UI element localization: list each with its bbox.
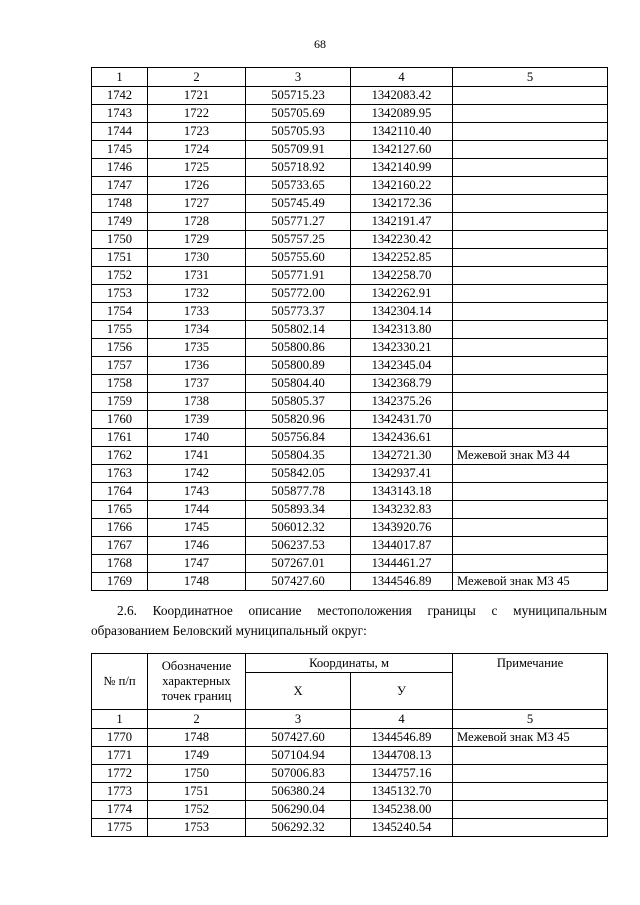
point-number-cell: 1768	[92, 555, 148, 573]
table-row	[92, 249, 608, 267]
note-cell	[453, 231, 608, 249]
x-coordinate-cell: 507427.60	[246, 573, 351, 591]
table-row	[92, 483, 608, 501]
note-cell	[453, 783, 608, 801]
note-cell	[453, 555, 608, 573]
point-designation-cell: 1730	[148, 249, 246, 267]
table-row	[92, 729, 608, 747]
table-row	[92, 447, 608, 465]
note-cell	[453, 819, 608, 837]
y-coordinate-cell: 1343232.83	[351, 501, 453, 519]
y-coordinate-cell: 1342313.80	[351, 321, 453, 339]
x-coordinate-cell: 506012.32	[246, 519, 351, 537]
table-row	[92, 159, 608, 177]
table-row	[92, 303, 608, 321]
y-coordinate-cell: 1342172.36	[351, 195, 453, 213]
y-coordinate-cell: 1342252.85	[351, 249, 453, 267]
y-coordinate-cell: 1345132.70	[351, 783, 453, 801]
y-coordinate-cell: 1342368.79	[351, 375, 453, 393]
y-coordinate-cell: 1342304.14	[351, 303, 453, 321]
table-row	[92, 141, 608, 159]
header-designation: Обозначение характерных точек границ	[148, 654, 246, 710]
table-row	[92, 123, 608, 141]
y-coordinate-cell: 1345240.54	[351, 819, 453, 837]
point-number-cell: 1753	[92, 285, 148, 303]
x-coordinate-cell: 505805.37	[246, 393, 351, 411]
point-number-cell: 1751	[92, 249, 148, 267]
column-number: 1	[92, 710, 148, 729]
x-coordinate-cell: 506237.53	[246, 537, 351, 555]
x-coordinate-cell: 505709.91	[246, 141, 351, 159]
note-cell	[453, 501, 608, 519]
point-designation-cell: 1742	[148, 465, 246, 483]
column-numbers-row	[92, 68, 608, 87]
x-coordinate-cell: 505745.49	[246, 195, 351, 213]
column-number: 2	[148, 710, 246, 729]
x-coordinate-cell: 505820.96	[246, 411, 351, 429]
point-number-cell: 1746	[92, 159, 148, 177]
point-number-cell: 1772	[92, 765, 148, 783]
column-number: 4	[351, 68, 453, 87]
y-coordinate-cell: 1342262.91	[351, 285, 453, 303]
table-row	[92, 465, 608, 483]
y-coordinate-cell: 1344546.89	[351, 573, 453, 591]
table-row	[92, 339, 608, 357]
table-row	[92, 87, 608, 105]
note-cell	[453, 123, 608, 141]
point-designation-cell: 1746	[148, 537, 246, 555]
column-number: 5	[453, 710, 608, 729]
coordinates-table-belovsky	[91, 653, 608, 837]
y-coordinate-cell: 1342375.26	[351, 393, 453, 411]
point-designation-cell: 1721	[148, 87, 246, 105]
y-coordinate-cell: 1344546.89	[351, 729, 453, 747]
x-coordinate-cell: 505755.60	[246, 249, 351, 267]
note-cell	[453, 321, 608, 339]
section-heading	[91, 601, 607, 641]
x-coordinate-cell: 505715.23	[246, 87, 351, 105]
y-coordinate-cell: 1343143.18	[351, 483, 453, 501]
header-num: № п/п	[92, 654, 148, 710]
note-cell	[453, 429, 608, 447]
note-cell	[453, 87, 608, 105]
note-cell: Межевой знак МЗ 45	[453, 729, 608, 747]
point-designation-cell: 1749	[148, 747, 246, 765]
table-row	[92, 375, 608, 393]
table-row	[92, 177, 608, 195]
table-row	[92, 231, 608, 249]
y-coordinate-cell: 1345238.00	[351, 801, 453, 819]
y-coordinate-cell: 1344461.27	[351, 555, 453, 573]
table-row	[92, 411, 608, 429]
table-row	[92, 783, 608, 801]
page-number: 68	[314, 37, 326, 51]
point-number-cell: 1773	[92, 783, 148, 801]
point-number-cell: 1759	[92, 393, 148, 411]
point-number-cell: 1764	[92, 483, 148, 501]
point-designation-cell: 1729	[148, 231, 246, 249]
point-designation-cell: 1724	[148, 141, 246, 159]
point-designation-cell: 1736	[148, 357, 246, 375]
point-designation-cell: 1740	[148, 429, 246, 447]
table-row	[92, 105, 608, 123]
note-cell	[453, 393, 608, 411]
column-number: 1	[92, 68, 148, 87]
note-cell	[453, 213, 608, 231]
note-cell	[453, 195, 608, 213]
note-cell: Межевой знак МЗ 45	[453, 573, 608, 591]
point-designation-cell: 1745	[148, 519, 246, 537]
point-designation-cell: 1726	[148, 177, 246, 195]
point-number-cell: 1748	[92, 195, 148, 213]
x-coordinate-cell: 506380.24	[246, 783, 351, 801]
note-cell	[453, 177, 608, 195]
y-coordinate-cell: 1342721.30	[351, 447, 453, 465]
table-row	[92, 501, 608, 519]
point-number-cell: 1774	[92, 801, 148, 819]
note-cell	[453, 411, 608, 429]
x-coordinate-cell: 505804.35	[246, 447, 351, 465]
x-coordinate-cell: 505773.37	[246, 303, 351, 321]
point-designation-cell: 1741	[148, 447, 246, 465]
point-designation-cell: 1733	[148, 303, 246, 321]
note-cell	[453, 375, 608, 393]
note-cell	[453, 537, 608, 555]
point-number-cell: 1754	[92, 303, 148, 321]
table-row	[92, 819, 608, 837]
point-number-cell: 1756	[92, 339, 148, 357]
point-number-cell: 1755	[92, 321, 148, 339]
point-designation-cell: 1743	[148, 483, 246, 501]
point-number-cell: 1742	[92, 87, 148, 105]
point-designation-cell: 1748	[148, 573, 246, 591]
point-designation-cell: 1725	[148, 159, 246, 177]
point-designation-cell: 1752	[148, 801, 246, 819]
point-number-cell: 1769	[92, 573, 148, 591]
note-cell	[453, 483, 608, 501]
x-coordinate-cell: 505877.78	[246, 483, 351, 501]
y-coordinate-cell: 1342127.60	[351, 141, 453, 159]
x-coordinate-cell: 507104.94	[246, 747, 351, 765]
x-coordinate-cell: 505718.92	[246, 159, 351, 177]
x-coordinate-cell: 505733.65	[246, 177, 351, 195]
y-coordinate-cell: 1344757.16	[351, 765, 453, 783]
coordinates-table-continued	[91, 67, 608, 591]
header-note: Примечание	[453, 654, 608, 710]
x-coordinate-cell: 505705.69	[246, 105, 351, 123]
y-coordinate-cell: 1344708.13	[351, 747, 453, 765]
point-number-cell: 1762	[92, 447, 148, 465]
point-designation-cell: 1739	[148, 411, 246, 429]
y-coordinate-cell: 1342330.21	[351, 339, 453, 357]
y-coordinate-cell: 1342436.61	[351, 429, 453, 447]
note-cell	[453, 765, 608, 783]
y-coordinate-cell: 1342083.42	[351, 87, 453, 105]
y-coordinate-cell: 1342191.47	[351, 213, 453, 231]
table-row	[92, 213, 608, 231]
x-coordinate-cell: 505804.40	[246, 375, 351, 393]
section-heading-line-1: 2.6. Координатное описание местоположения границы с муниципальным	[117, 603, 607, 618]
column-numbers-row	[92, 710, 608, 729]
column-number: 5	[453, 68, 608, 87]
table-body	[92, 729, 608, 837]
table-row	[92, 765, 608, 783]
point-number-cell: 1750	[92, 231, 148, 249]
note-cell	[453, 249, 608, 267]
header-row	[92, 654, 608, 673]
y-coordinate-cell: 1342160.22	[351, 177, 453, 195]
point-number-cell: 1758	[92, 375, 148, 393]
point-number-cell: 1747	[92, 177, 148, 195]
column-number: 4	[351, 710, 453, 729]
table-row	[92, 573, 608, 591]
table-row	[92, 747, 608, 765]
table-row	[92, 321, 608, 339]
point-designation-cell: 1751	[148, 783, 246, 801]
y-coordinate-cell: 1342431.70	[351, 411, 453, 429]
y-coordinate-cell: 1342258.70	[351, 267, 453, 285]
point-number-cell: 1767	[92, 537, 148, 555]
note-cell	[453, 747, 608, 765]
point-designation-cell: 1731	[148, 267, 246, 285]
column-number: 3	[246, 68, 351, 87]
section-heading-line-2: образованием Беловский муниципальный округ:	[91, 623, 367, 638]
y-coordinate-cell: 1342937.41	[351, 465, 453, 483]
note-cell	[453, 141, 608, 159]
x-coordinate-cell: 505705.93	[246, 123, 351, 141]
y-coordinate-cell: 1342140.99	[351, 159, 453, 177]
point-number-cell: 1743	[92, 105, 148, 123]
header-y: У	[351, 673, 453, 710]
x-coordinate-cell: 505772.00	[246, 285, 351, 303]
point-designation-cell: 1747	[148, 555, 246, 573]
header-x: Х	[246, 673, 351, 710]
point-designation-cell: 1734	[148, 321, 246, 339]
note-cell	[453, 105, 608, 123]
point-number-cell: 1760	[92, 411, 148, 429]
point-number-cell: 1765	[92, 501, 148, 519]
table-row	[92, 801, 608, 819]
point-designation-cell: 1732	[148, 285, 246, 303]
x-coordinate-cell: 505842.05	[246, 465, 351, 483]
point-number-cell: 1761	[92, 429, 148, 447]
x-coordinate-cell: 505802.14	[246, 321, 351, 339]
table-row	[92, 537, 608, 555]
point-designation-cell: 1727	[148, 195, 246, 213]
x-coordinate-cell: 506290.04	[246, 801, 351, 819]
table-row	[92, 393, 608, 411]
x-coordinate-cell: 507267.01	[246, 555, 351, 573]
point-designation-cell: 1738	[148, 393, 246, 411]
point-designation-cell: 1722	[148, 105, 246, 123]
note-cell	[453, 801, 608, 819]
point-designation-cell: 1744	[148, 501, 246, 519]
y-coordinate-cell: 1343920.76	[351, 519, 453, 537]
x-coordinate-cell: 505756.84	[246, 429, 351, 447]
note-cell	[453, 357, 608, 375]
y-coordinate-cell: 1342230.42	[351, 231, 453, 249]
x-coordinate-cell: 507006.83	[246, 765, 351, 783]
y-coordinate-cell: 1342089.95	[351, 105, 453, 123]
table-row	[92, 357, 608, 375]
point-number-cell: 1744	[92, 123, 148, 141]
table-row	[92, 267, 608, 285]
y-coordinate-cell: 1342345.04	[351, 357, 453, 375]
x-coordinate-cell: 505800.89	[246, 357, 351, 375]
table-row	[92, 429, 608, 447]
table-body	[92, 87, 608, 591]
point-number-cell: 1745	[92, 141, 148, 159]
note-cell	[453, 285, 608, 303]
header-coordinates: Координаты, м	[246, 654, 453, 673]
note-cell	[453, 465, 608, 483]
column-number: 3	[246, 710, 351, 729]
table-row	[92, 195, 608, 213]
point-designation-cell: 1728	[148, 213, 246, 231]
x-coordinate-cell: 505771.27	[246, 213, 351, 231]
x-coordinate-cell: 505771.91	[246, 267, 351, 285]
point-number-cell: 1752	[92, 267, 148, 285]
point-number-cell: 1763	[92, 465, 148, 483]
point-number-cell: 1775	[92, 819, 148, 837]
table-row	[92, 285, 608, 303]
note-cell	[453, 267, 608, 285]
point-designation-cell: 1723	[148, 123, 246, 141]
x-coordinate-cell: 507427.60	[246, 729, 351, 747]
point-number-cell: 1766	[92, 519, 148, 537]
x-coordinate-cell: 505757.25	[246, 231, 351, 249]
point-designation-cell: 1735	[148, 339, 246, 357]
column-number: 2	[148, 68, 246, 87]
table-row	[92, 555, 608, 573]
point-number-cell: 1749	[92, 213, 148, 231]
note-cell	[453, 339, 608, 357]
note-cell	[453, 303, 608, 321]
point-number-cell: 1771	[92, 747, 148, 765]
point-number-cell: 1770	[92, 729, 148, 747]
y-coordinate-cell: 1344017.87	[351, 537, 453, 555]
note-cell	[453, 159, 608, 177]
y-coordinate-cell: 1342110.40	[351, 123, 453, 141]
point-designation-cell: 1737	[148, 375, 246, 393]
point-designation-cell: 1750	[148, 765, 246, 783]
point-designation-cell: 1748	[148, 729, 246, 747]
point-number-cell: 1757	[92, 357, 148, 375]
note-cell	[453, 519, 608, 537]
note-cell: Межевой знак МЗ 44	[453, 447, 608, 465]
x-coordinate-cell: 505893.34	[246, 501, 351, 519]
table-row	[92, 519, 608, 537]
x-coordinate-cell: 505800.86	[246, 339, 351, 357]
point-designation-cell: 1753	[148, 819, 246, 837]
x-coordinate-cell: 506292.32	[246, 819, 351, 837]
